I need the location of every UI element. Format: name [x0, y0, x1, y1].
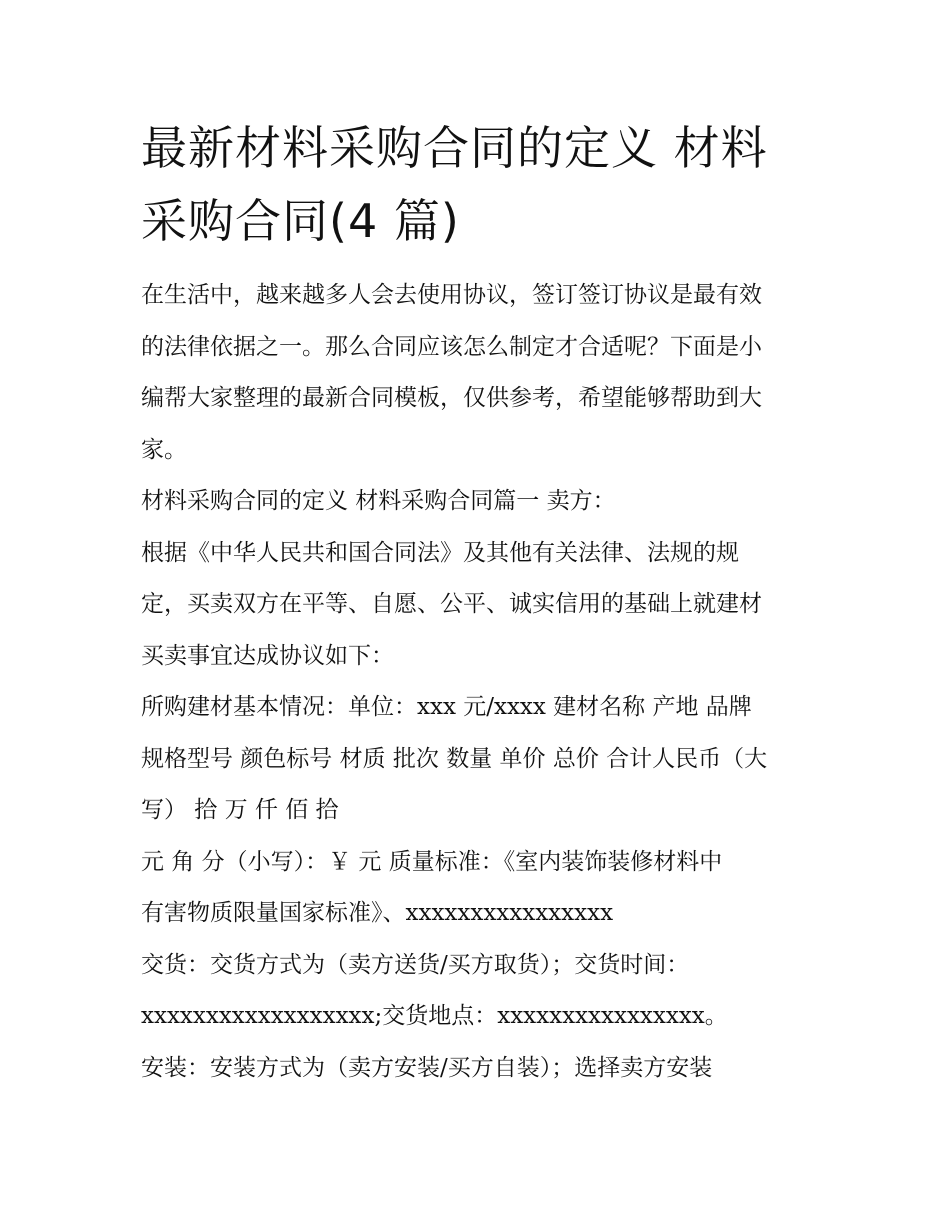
intro-paragraph — [141, 270, 821, 476]
text-line: 编帮大家整理的最新合同模板，仅供参考，希望能够帮助到大 — [141, 385, 762, 411]
quality-standard-paragraph — [141, 837, 821, 940]
text-line: 规格型号 颜色标号 材质 批次 数量 单价 总价 合计人民币（大 — [141, 745, 768, 772]
text-line: 材料采购合同的定义 材料采购合同篇一 卖方： — [141, 488, 616, 514]
text-line: 有害物质限量国家标准》、xxxxxxxxxxxxxxxx — [141, 900, 614, 926]
title-line: 采购合同(4 篇) — [141, 194, 460, 248]
text-line: 买卖事宜达成协议如下： — [141, 642, 394, 669]
document-title — [141, 112, 821, 258]
text-line: 在生活中，越来越多人会去使用协议，签订签订协议是最有效 — [141, 282, 762, 308]
materials-info-paragraph — [141, 682, 821, 837]
text-line: 安装：安装方式为（卖方安装/买方自装）；选择卖方安装 — [141, 1054, 713, 1081]
text-line: 写） 拾 万 仟 佰 拾 — [141, 797, 339, 823]
text-line: 元 角 分（小写）：￥ 元 质量标准：《室内装饰装修材料中 — [141, 848, 723, 875]
text-line: 交货：交货方式为（卖方送货/买方取货）；交货时间： — [141, 951, 690, 978]
text-line: 家。 — [141, 436, 187, 463]
document-content — [141, 112, 821, 1094]
document-body — [141, 270, 821, 1094]
text-line: xxxxxxxxxxxxxxxxxx;交货地点：xxxxxxxxxxxxxxxx。 — [141, 1003, 728, 1029]
installation-paragraph — [141, 1043, 821, 1095]
text-line: 根据《中华人民共和国合同法》及其他有关法律、法规的规 — [141, 539, 739, 566]
text-line: 所购建材基本情况：单位：xxx 元/xxxx 建材名称 产地 品牌 — [141, 694, 752, 720]
title-line: 最新材料采购合同的定义 材料 — [141, 121, 768, 175]
legal-basis-paragraph — [141, 528, 821, 683]
delivery-paragraph — [141, 940, 821, 1043]
text-line: 定，买卖双方在平等、自愿、公平、诚实信用的基础上就建材 — [141, 591, 762, 617]
text-line: 的法律依据之一。那么合同应该怎么制定才合适呢？下面是小 — [141, 333, 762, 360]
section-heading-paragraph — [141, 476, 821, 528]
